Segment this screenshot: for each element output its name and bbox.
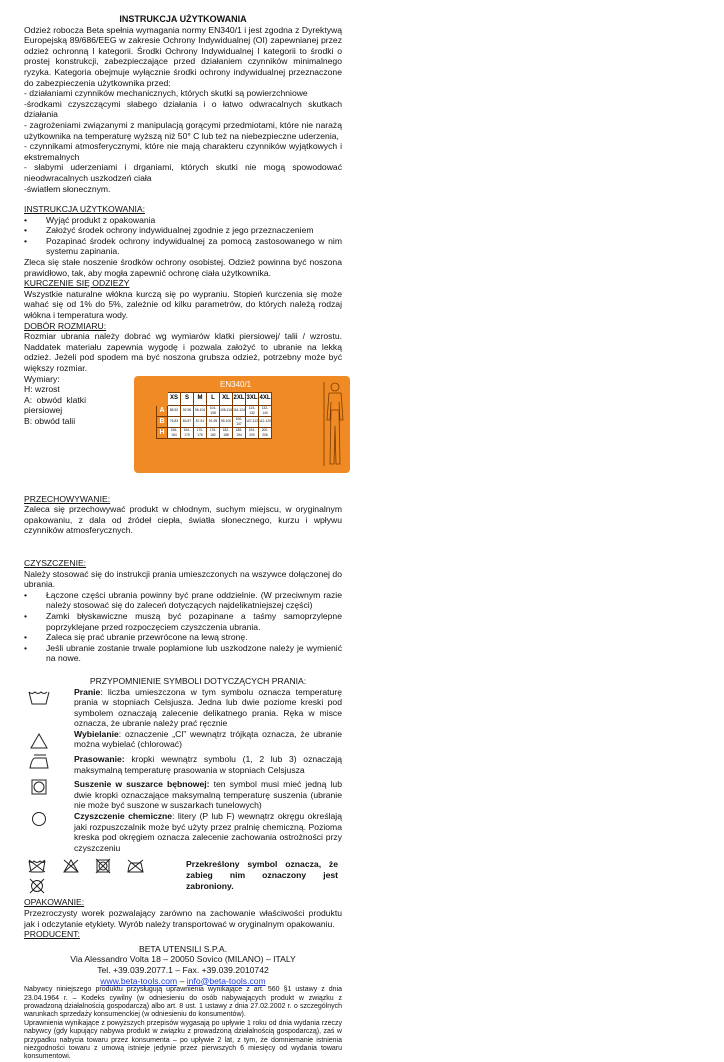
- tumble-dry-icon: [28, 779, 50, 795]
- list-item: • Łączone części ubrania powinny być prane oddzielnie. (W przeciwnym razie należy stosować się do zaleceń dotyczących najdelikatniejszej części): [46, 590, 342, 611]
- no-dry-clean-icon: [28, 879, 46, 893]
- usage-note: Zleca się stałe noszenie środków ochrony osobistej. Odzież powinna być noszona prawidłowo, tak, aby mogła zapewnić ochronę ciała użytkownika.: [24, 257, 342, 278]
- no-tumble-dry-icon: [94, 859, 112, 873]
- list-item: • Wyjąć produkt z opakowania: [46, 215, 342, 226]
- packaging-text: Przezroczysty worek pozwalający zarówno na zachowanie właściwości produktu jak i odczytanie etykiety. Wyrób należy transportować w oryginalnym opakowaniu.: [24, 908, 342, 929]
- size-text: Rozmiar ubrania należy dobrać wg wymiarów klatki piersiowej/ talii / wzrostu. Naddatek materiału zapewnia wygodę i pozwala założyć to ubranie na lekką odzież. Jeżeli pod spodem ma być noszona grubsza odzież, potrzebny może być większy rozmiar.: [24, 331, 342, 373]
- document-title: INSTRUKCJA UŻYTKOWANIA: [119, 14, 247, 24]
- risk-item: - słabymi uderzeniami i drganiami, których skutki nie mogą spowodować nieodwracalnych uszkodzeń ciała: [24, 162, 342, 183]
- size-column-header: S: [181, 392, 194, 405]
- table-cell: 182-188: [220, 427, 233, 438]
- standard-label: EN340/1: [220, 379, 252, 389]
- email-link[interactable]: info@beta-tools.com: [186, 975, 266, 986]
- cleaning-text: Należy stosować się do instrukcji prania umieszczonych na wszywce dołączonej do ubrania.: [24, 568, 342, 590]
- size-section: [24, 374, 342, 474]
- size-column-header: XL: [220, 392, 233, 405]
- table-cell: 88-92: [168, 405, 181, 416]
- row-label: B: [157, 416, 168, 427]
- washing-tub-icon: [28, 689, 50, 705]
- table-cell: 91-95: [207, 416, 220, 427]
- usage-list: [24, 215, 342, 257]
- website-link[interactable]: www.beta-tools.com: [100, 975, 178, 986]
- usage-heading: INSTRUKCJA UŻYTKOWANIA:: [24, 204, 145, 215]
- shrink-text: Wszystkie naturalne włókna kurczą się po wypraniu. Stopień kurczenia się może wahać się od 1% do 5%, zależnie od kilku parametrów, do których należą rodzaj włókna i temperatura wody.: [24, 288, 342, 321]
- table-cell: 83-87: [181, 416, 194, 427]
- legal-paragraph: Nabywcy niniejszego produktu przysługują uprawnienia wynikające z art. 560 §1 ustawy z dnia 23.04.1964 r. – Kodeks cywilny (w odniesieniu do osób nabywających produkt w związku z prowadzoną działalnością gospodarczą) albo art. 8 ust. 1 ustawy z dnia 27.02.2002 r. o szczególnych warunkach sprzedaży konsumenckiej (w odniesieniu do konsumentów).: [24, 986, 342, 1019]
- beta-logo: Beta: [114, 406, 130, 440]
- dimension-item: A: obwód klatki piersiowej: [24, 394, 86, 416]
- risk-item: - działaniami czynników mechanicznych, których skutki są powierzchniowe: [24, 88, 308, 99]
- dimensions-label: Wymiary:: [24, 373, 60, 384]
- table-row: [157, 427, 272, 438]
- packaging-heading: OPAKOWANIE:: [24, 897, 85, 908]
- size-chart-card: [114, 376, 350, 473]
- no-ironing-icon: [126, 859, 144, 873]
- care-symbol-row: [24, 779, 342, 811]
- table-cell: 95-100: [220, 416, 233, 427]
- symbol-description: kropki wewnątrz symbolu (1, 2 lub 3) oznaczają maksymalną temperaturę prasowania w stopniach Celsjusza: [74, 754, 342, 775]
- size-column-header: M: [194, 392, 207, 405]
- cleaning-list: [24, 590, 342, 664]
- producer-heading: PRODUCENT:: [24, 929, 80, 940]
- list-item: • Założyć środek ochrony indywidualnej zgodnie z jego przeznaczeniem: [46, 225, 342, 236]
- size-column-header: 3XL: [246, 392, 259, 405]
- no-bleach-icon: [62, 859, 80, 873]
- shrink-heading: KURCZENIE SIĘ ODZIEŻY: [24, 278, 130, 289]
- table-cell: 76-83: [168, 416, 181, 427]
- table-cell: 116-124: [233, 405, 246, 416]
- document-page: [24, 14, 342, 1062]
- table-cell: 87-91: [194, 416, 207, 427]
- table-row: [157, 416, 272, 427]
- care-symbol-row: [24, 729, 342, 750]
- symbol-description: : oznaczenie „Cl” wewnątrz trójkąta oznacza, że ubranie można wybielać (chlorować): [74, 728, 342, 750]
- bleach-triangle-icon: [28, 733, 50, 749]
- care-symbol-row: [24, 811, 342, 853]
- table-cell: 96-104: [194, 405, 207, 416]
- table-cell: 104-108: [207, 405, 220, 416]
- table-cell: 112-120: [259, 416, 272, 427]
- dimension-item: B: obwód talii: [24, 415, 76, 426]
- row-label: H: [157, 427, 168, 438]
- table-cell: 194-200: [246, 427, 259, 438]
- legal-paragraph: Uprawnienia wynikające z powyższych przepisów wygasają po upływie 1 roku od dnia wydania rzeczy nabywcy (gdy kupujący nabywa produkt w związku z prowadzoną działalnością gospodarczą), zaś w przypadku nabycia towaru przez konsumenta – po upływie 2 lat, z tym, że domniemanie istnienia niezgodności towaru z umową istnieje jedynie przez pierwszych 6 miesięcy od wydania towaru konsumentowi.: [24, 1019, 342, 1061]
- table-cell: 108-116: [220, 405, 233, 416]
- symbol-description: : liczba umieszczona w tym symbolu oznacza temperaturę prania w stopniach Celsjusza. Jedna lub dwie poziome kreski pod symbolem oznaczają zalecenie delikatnego prania. Ręka w misce oznacza, że ubranie należy prać ręcznie: [74, 686, 342, 729]
- body-measurement-figure-icon: [324, 380, 346, 468]
- table-cell: 92-96: [181, 405, 194, 416]
- care-symbol-row: [24, 754, 342, 775]
- table-row: [157, 405, 272, 416]
- prohibited-note: Przekreślony symbol oznacza, że zabieg nim oznaczony jest zabroniony.: [186, 859, 338, 891]
- row-label: A: [157, 405, 168, 416]
- table-cell: 200-206: [259, 427, 272, 438]
- table-cell: 170-176: [194, 427, 207, 438]
- risk-item: - zagrożeniami związanymi z manipulacją gorącymi przedmiotami, które nie narażą użytkownika na temperaturę wyższą niż 50° C lub też na niebezpieczne uderzenia,: [24, 119, 342, 141]
- risk-item: -światłem słonecznym.: [24, 183, 111, 194]
- iron-icon: [28, 754, 50, 770]
- prohibited-symbols: [24, 859, 342, 897]
- table-cell: 176-182: [207, 427, 220, 438]
- table-cell: 124-132: [246, 405, 259, 416]
- producer-name: BETA UTENSILI S.P.A.: [138, 943, 228, 954]
- symbol-term: Pranie: [74, 686, 101, 697]
- producer-contacts: www.beta-tools.com – info@beta-tools.com: [100, 975, 266, 986]
- list-item: • Zamki błyskawiczne muszą być pozapinane a taśmy samoprzylepne poprzyklejane przed rozpoczęciem czyszczenia ubrania.: [46, 611, 342, 632]
- cleaning-heading: CZYSZCZENIE:: [24, 557, 87, 568]
- intro-paragraph: Odzież robocza Beta spełnia wymagania normy EN340/1 i jest zgodna z Dyrektywą Europejską 89/686/EEG w zakresie Ochrony Indywidualnej (OI) zapewnianej przez odzież ochronną I kategorii. Środki Ochrony Indywidualnej I kategorii to środki o prostej konstrukcji, zabezpieczające przed działaniem czynników minimalnego ryzyka. Kategoria obejmuje wyłącznie środki ochrony indywidualnej przeznaczone do zabezpieczenia użytkownika przed:: [24, 24, 342, 88]
- risk-item: -środkami czyszczącymi słabego działania i o łatwo odwracalnych skutkach działania: [24, 98, 342, 120]
- dry-clean-circle-icon: [28, 811, 50, 827]
- table-cell: 132-140: [259, 405, 272, 416]
- symbol-term: Wybielanie: [74, 728, 119, 739]
- no-washing-icon: [28, 859, 46, 873]
- symbol-term: Prasowanie:: [74, 754, 125, 765]
- symbol-term: Suszenie w suszarce bębnowej:: [74, 779, 210, 790]
- symbols-heading: PRZYPOMNIENIE SYMBOLI DOTYCZĄCYCH PRANIA:: [89, 675, 307, 686]
- symbol-description: ten symbol musi mieć jedną lub dwie kropki oznaczające maksymalną temperaturę suszenia (ubranie nie może być suszone w suszarkach tunelowych): [74, 779, 342, 811]
- size-heading: DOBÓR ROZMIARU:: [24, 320, 107, 331]
- table-cell: 156-164: [168, 427, 181, 438]
- care-symbol-row: [24, 687, 342, 729]
- producer-address: Via Alessandro Volta 18 – 20050 Sovico (MILANO) – ITALY: [70, 954, 296, 965]
- size-column-header: L: [207, 392, 220, 405]
- dimension-item: H: wzrost: [24, 384, 60, 395]
- risk-item: - czynnikami atmosferycznymi, które nie mają charakteru czynników wyjątkowych i ekstremalnych: [24, 141, 342, 162]
- list-item: • Jeśli ubranie zostanie trwale poplamione lub uszkodzone należy je wymienić na nowe.: [46, 643, 342, 664]
- size-column-header: 4XL: [259, 392, 272, 405]
- table-cell: 107-112: [246, 416, 259, 427]
- list-item: • Pozapinać środek ochrony indywidualnej za pomocą zastosowanego w nim systemu zapinania.: [46, 236, 342, 257]
- storage-heading: PRZECHOWYWANIE:: [24, 493, 111, 504]
- symbol-description: : litery (P lub F) wewnątrz okręgu określają jaki rozpuszczalnik może być użyty przez pralnię chemiczną. Pozioma kreska pod okręgiem oznacza zalecenie zachowania ostrożności przy czyszczeniu: [74, 811, 342, 853]
- symbol-term: Czyszczenie chemiczne: [74, 811, 173, 822]
- size-table: [156, 392, 272, 439]
- table-cell: 100-107: [233, 416, 246, 427]
- table-cell: 188-194: [233, 427, 246, 438]
- list-item: • Zaleca się prać ubranie przewrócone na lewą stronę.: [46, 632, 342, 643]
- producer-phone: Tel. +39.039.2077.1 – Fax. +39.039.2010742: [97, 964, 269, 975]
- size-column-header: XS: [168, 392, 181, 405]
- table-cell: 164-170: [181, 427, 194, 438]
- storage-text: Zaleca się przechowywać produkt w chłodnym, suchym miejscu, w oryginalnym opakowaniu, z dala od źródeł ciepła, światła słonecznego, kurzu i wpływu czynników atmosferycznych.: [24, 504, 342, 536]
- size-column-header: 2XL: [233, 392, 246, 405]
